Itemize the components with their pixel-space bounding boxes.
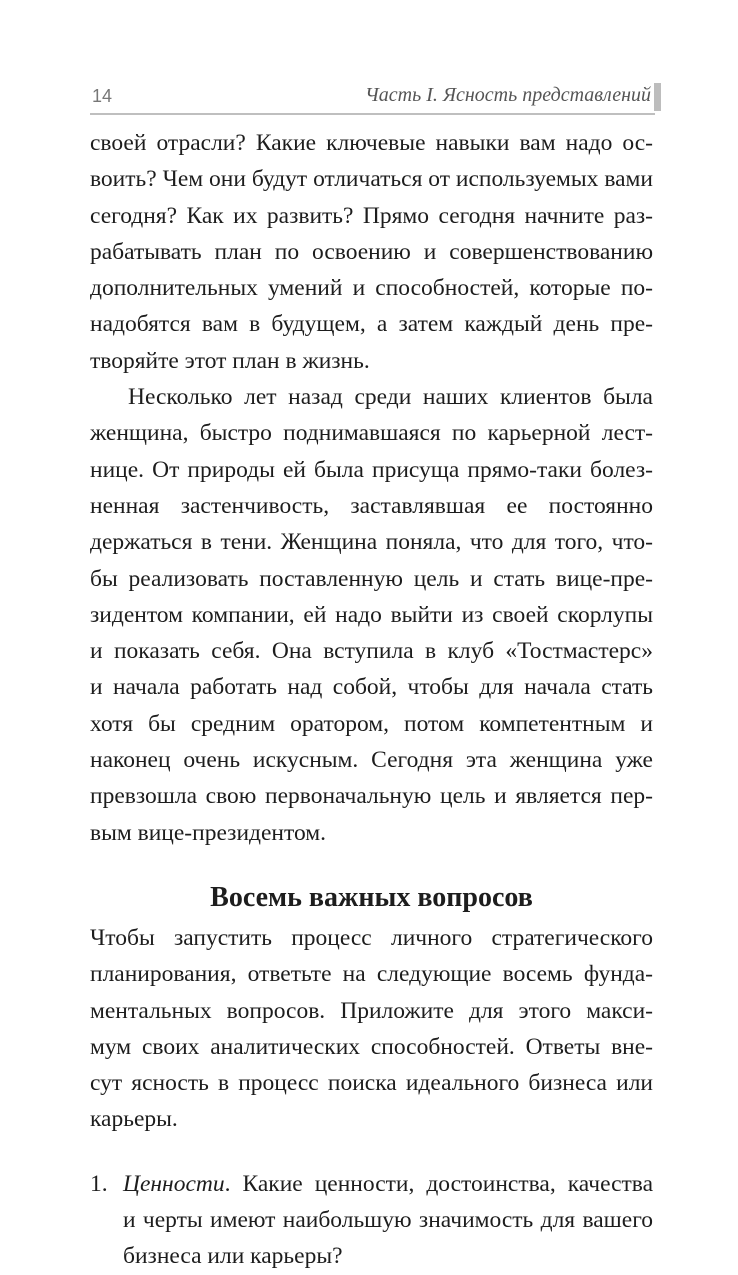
numbered-list-item bbox=[90, 1166, 653, 1275]
text-line: бы реализовать поставленную цель и стать вице-пре- bbox=[90, 565, 653, 592]
list-text: . Какие ценности, достоинства, качества bbox=[224, 1170, 653, 1197]
text-line: и начала работать над собой, чтобы для начала стать bbox=[90, 674, 653, 701]
list-number: 1. bbox=[90, 1170, 108, 1197]
list-item-body bbox=[123, 1166, 653, 1275]
text-line: зидентом компании, ей надо выйти из своей скорлупы bbox=[90, 601, 653, 628]
text-line: хотя бы средним оратором, потом компетентным и bbox=[90, 710, 653, 737]
text-line: дополнительных умений и способностей, которые по- bbox=[90, 275, 653, 302]
page-header bbox=[0, 0, 738, 120]
text-line: наконец очень искусным. Сегодня эта женщина уже bbox=[90, 747, 653, 774]
text-line: мум своих аналитических способностей. Ответы вне- bbox=[90, 1033, 653, 1060]
text-line: ментальных вопросов. Приложите для этого макси- bbox=[90, 997, 653, 1024]
text-line: рабатывать план по освоению и совершенствованию bbox=[90, 238, 653, 265]
text-line: бизнеса или карьеры? bbox=[123, 1243, 343, 1270]
page-body bbox=[90, 125, 653, 1275]
paragraph-continuation bbox=[90, 125, 653, 379]
text-line: нице. От природы ей была присуща прямо-таки болез- bbox=[90, 456, 653, 483]
text-line: Чтобы запустить процесс личного стратегического bbox=[90, 924, 653, 951]
text-line: держаться в тени. Женщина поняла, что для того, что- bbox=[90, 529, 653, 556]
page-number: 14 bbox=[92, 86, 113, 106]
text-line: и показать себя. Она вступила в клуб «Тостмастерс» bbox=[90, 638, 653, 665]
section-heading: Восемь важных вопросов bbox=[210, 881, 533, 913]
paragraph-intro bbox=[90, 920, 653, 1138]
text-line: женщина, быстро поднимавшаяся по карьерной лест- bbox=[90, 420, 653, 447]
list-term: Ценности bbox=[123, 1170, 225, 1197]
text-line: надобятся вам в будущем, а затем каждый день пре- bbox=[90, 311, 653, 338]
header-rule bbox=[90, 113, 655, 115]
header-edge-bar bbox=[654, 83, 661, 111]
text-line: воить? Чем они будут отличаться от используемых вами bbox=[90, 166, 653, 193]
text-line: ненная застенчивость, заставлявшая ее постоянно bbox=[90, 492, 653, 519]
text-line: вым вице-президентом. bbox=[90, 819, 327, 846]
text-line: превзошла свою первоначальную цель и является пер- bbox=[90, 783, 653, 810]
text-line: своей отрасли? Какие ключевые навыки вам надо ос- bbox=[90, 130, 653, 156]
paragraph-story bbox=[90, 379, 653, 851]
text-line: карьеры. bbox=[90, 1106, 178, 1133]
text-line: сегодня? Как их развить? Прямо сегодня начните раз- bbox=[90, 202, 653, 229]
text-line: Несколько лет назад среди наших клиентов была bbox=[128, 384, 653, 411]
running-head: Часть I. Ясность представлений bbox=[365, 84, 651, 106]
text-line: сут ясность в процесс поиска идеального бизнеса или bbox=[90, 1070, 653, 1097]
text-line: творяйте этот план в жизнь. bbox=[90, 347, 370, 374]
text-line: и черты имеют наибольшую значимость для вашего bbox=[123, 1207, 653, 1234]
text-line bbox=[123, 1166, 653, 1202]
text-line: планирования, ответьте на следующие восемь фунда- bbox=[90, 961, 653, 988]
